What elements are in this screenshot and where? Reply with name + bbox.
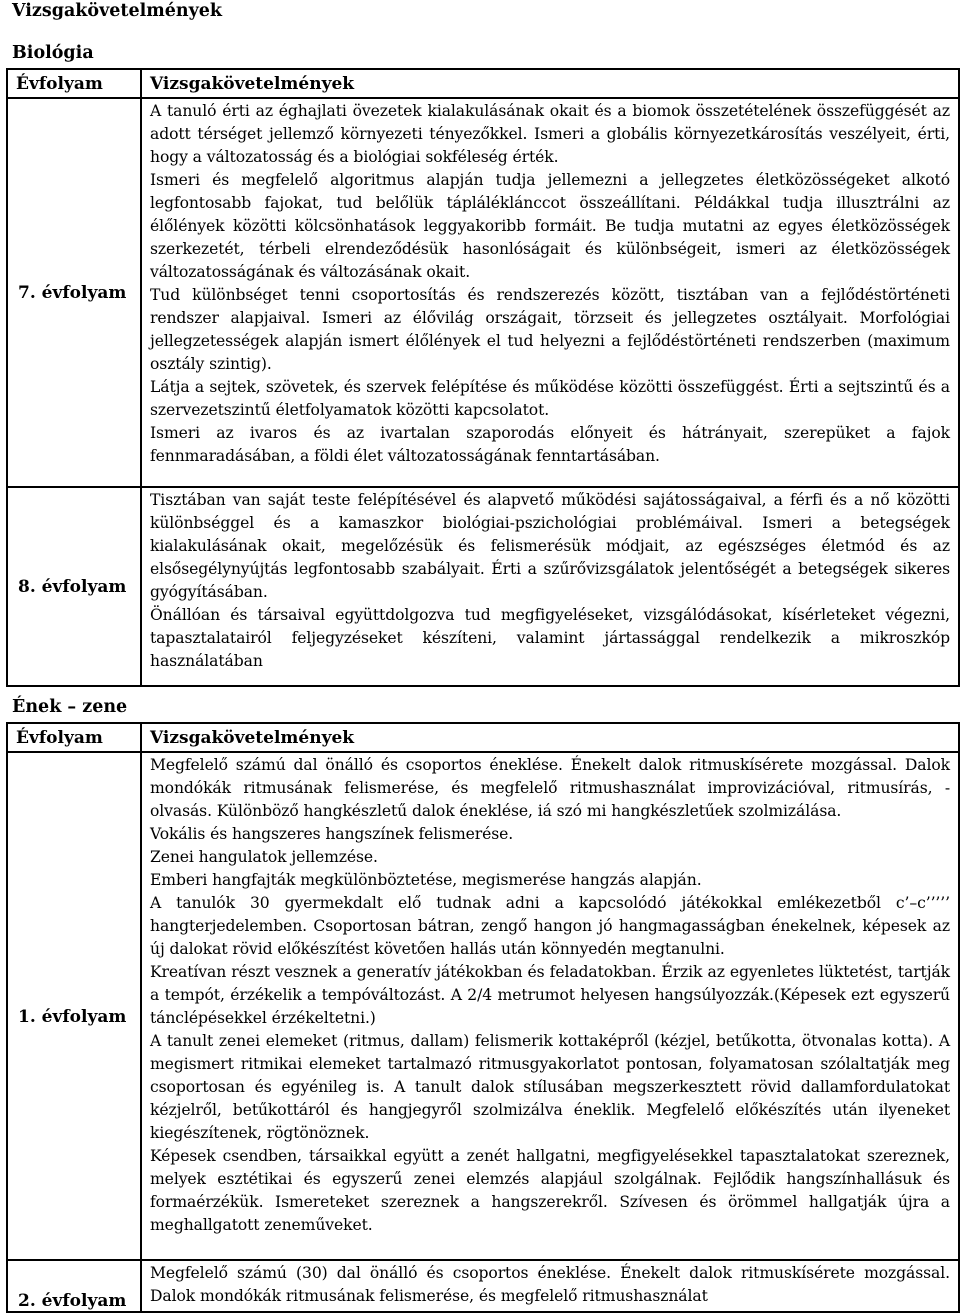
table-row-grade-2 (7, 1260, 959, 1312)
grade-label-1: 1. évfolyam (7, 752, 141, 1260)
requirement-paragraph: Látja a sejtek, szövetek, és szervek felépítése és működése közötti összefüggést. Érti a sejtszintű és a szervezetszintű életfolyamatok közötti kapcsolatot. (150, 378, 950, 419)
table-row-grade-8 (7, 487, 959, 686)
requirement-paragraph: Ismeri és megfelelő algoritmus alapján tudja jellemezni a jellegzetes életközösségeket alkotó legfontosabb fajokat, tud belőlük tápláléklánccot összeállítani. Példákkal tudja illusztrálni az élőlények közötti kölcsönhatások leggyakoribb formáit. Be tudja mutatni az egyes életközösségek szerkezetét, térbeli elrendeződésük hasonlóságait és különbségeit, ismeri az életközösségek változatosságának és változásának okait. (150, 171, 950, 281)
requirement-paragraph: Vokális és hangszeres hangszínek felismerése. (150, 825, 514, 843)
requirements-cell-grade-1 (141, 752, 959, 1260)
requirement-paragraph: A tanult zenei elemeket (ritmus, dallam) felismerik kottaképről (kézjel, betűkotta, ötvonalas kotta). A megismert ritmikai elemeket tartalmazó ritmusgyakorlatot pontosan, folyamatosan szólaltatják meg csoportosan és egyénileg is. A tanult dalok stílusában megszerkesztett rövid dallamfordulatokat kézjelről, betűkottáról és hangjegyről szolmizálva éneklik. Megfelelő előkészítés után ilyeneket kiegészítenek, rögtönöznek. (150, 1032, 950, 1142)
requirements-cell-grade-2 (141, 1260, 959, 1312)
requirement-paragraph: Emberi hangfajták megkülönböztetése, megismerése hangzás alapján. (150, 871, 702, 889)
requirement-paragraph: A tanulók 30 gyermekdalt elő tudnak adni a kapcsolódó játékokkal emlékezetből c’–c’’’’’ hangterjedelemben. Csoportosan bátran, zengő hangon jó hangmagasságban énekelnek, képesek az új dalokat rövid előkészítést követően hallás után könnyedén megtanulni. (150, 894, 950, 958)
column-header-requirements: Vizsgakövetelmények (141, 723, 959, 752)
grade-label-8: 8. évfolyam (7, 487, 141, 686)
biology-requirements-table (6, 68, 960, 687)
requirement-paragraph: Tisztában van saját teste felépítésével és alapvető működési sajátosságaival, a férfi és a nő közötti különbséggel és a kamaszkor biológiai-pszichológiai problémáival. Ismeri a betegségek kialakulásának okait, megelőzésük és felismerésük módjait, az egészséges életmód és az elsősegélynyújtás legfontosabb szabályait. Érti a szűrővizsgálatok jelentőségét a betegségek sikeres gyógyításában. (150, 491, 950, 601)
table-header-row (7, 69, 959, 98)
requirements-cell-grade-7 (141, 98, 959, 487)
requirement-paragraph: Megfelelő számú (30) dal önálló és csoportos éneklése. Énekelt dalok ritmuskísérete mozgással. Dalok mondókák ritmusának felismerése, és megfelelő ritmushasználat (150, 1264, 950, 1305)
document-title: Vizsgakövetelmények (12, 1, 223, 21)
table-header-row (7, 723, 959, 752)
requirement-paragraph: A tanuló érti az éghajlati övezetek kialakulásának okait és a biomok összetételének összefüggését az adott térséget jellemző környezeti tényezőkkel. Ismeri a globális környezetkárosítás veszélyeit, érti, hogy a változatosság és a biológiai sokféleség érték. (150, 102, 950, 166)
subject-title-biology: Biológia (12, 43, 94, 63)
requirement-paragraph: Megfelelő számú dal önálló és csoportos éneklése. Énekelt dalok ritmuskísérete mozgással. Dalok mondókák ritmusának felismerése, és megfelelő ritmushasználat improvizációval, ritmusírás, -olvasás. Különböző hangkészletű dalok éneklése, iá szó mi hangkészletűek szolmizálása. (150, 756, 950, 820)
requirements-cell-grade-8 (141, 487, 959, 686)
requirement-paragraph: Önállóan és társaival együttdolgozva tud megfigyeléseket, vizsgálódásokat, kísérleteket végezni, tapasztalatairól feljegyzéseket készíteni, valamint jártassággal rendelkezik a mikroszkóp használatában (150, 606, 950, 670)
requirement-paragraph: Zenei hangulatok jellemzése. (150, 848, 378, 866)
requirement-paragraph: Tud különbséget tenni csoportosítás és rendszerezés között, tisztában van a fejlődéstörténeti rendszer alapjaival. Ismeri az élővilág országait, törzseit és jellegzetes osztályait. Morfológiai jellegzetességek alapján ismert élőlények el tud helyezni a fejlődéstörténeti rendszerben (maximum osztály szintig). (150, 286, 950, 373)
column-header-grade: Évfolyam (7, 723, 141, 752)
requirement-paragraph: Ismeri az ivaros és az ivartalan szaporodás előnyeit és hátrányait, szerepüket a fajok fennmaradásában, a földi élet változatosságának fenntartásában. (150, 424, 950, 465)
requirement-paragraph: Kreatívan részt vesznek a generatív játékokban és feladatokban. Érzik az egyenletes lüktetést, tartják a tempót, érzékelik a tempóváltozást. A 2/4 metrumot helyesen hangsúlyozzák.(Képesek ezt egyszerű tánclépésekkel érzékeltetni.) (150, 963, 950, 1027)
subject-title-music: Ének – zene (12, 697, 128, 717)
table-row-grade-1 (7, 752, 959, 1260)
table-row-grade-7 (7, 98, 959, 487)
column-header-grade: Évfolyam (7, 69, 141, 98)
column-header-requirements: Vizsgakövetelmények (141, 69, 959, 98)
grade-label-2: 2. évfolyam (7, 1260, 141, 1312)
grade-label-7: 7. évfolyam (7, 98, 141, 487)
music-requirements-table (6, 722, 960, 1313)
requirement-paragraph: Képesek csendben, társaikkal együtt a zenét hallgatni, megfigyelésekkel tapasztalatokat szereznek, melyek esztétikai és egyszerű zenei elemzés alapjául szolgálnak. Fejlődik hangszínhallásuk és formaérzékük. Ismereteket szereznek a hangszerekről. Szívesen és örömmel hallgatják újra a meghallgatott zeneműveket. (150, 1147, 950, 1234)
